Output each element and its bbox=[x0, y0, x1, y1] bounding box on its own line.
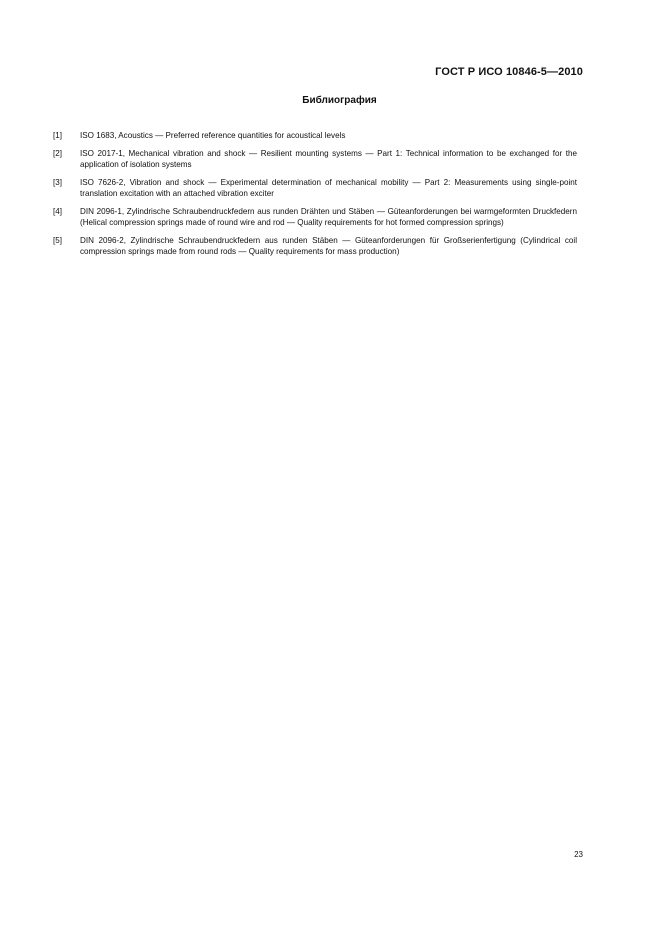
bibliography-heading: Библиография bbox=[302, 95, 377, 106]
reference-text: ISO 7626-2, Vibration and shock — Experimental determination of mechanical mobility — Part 2: Measurements using single-point translation excitation with an attached vibration exciter bbox=[80, 178, 577, 198]
reference-item bbox=[53, 177, 577, 199]
reference-item bbox=[53, 235, 577, 257]
reference-list bbox=[53, 130, 577, 264]
reference-text: DIN 2096-1, Zylindrische Schraubendruckfedern aus runden Drähten und Stäben — Güteanforderungen bei warmgeformten Druckfedern (Helical compression springs made of round wire and rod — Quality requirements for hot formed compression springs) bbox=[80, 207, 577, 227]
reference-number: [5] bbox=[53, 236, 62, 245]
reference-number: [1] bbox=[53, 131, 62, 140]
reference-text: ISO 1683, Acoustics — Preferred reference quantities for acoustical levels bbox=[80, 131, 346, 140]
page-number: 23 bbox=[574, 850, 583, 859]
reference-text: DIN 2096-2, Zylindrische Schraubendruckfedern aus runden Stäben — Güteanforderungen für Großserienfertigung (Cylindrical coil compression springs made from round rods — Quality requirements for mass production) bbox=[80, 236, 577, 256]
reference-number: [4] bbox=[53, 207, 62, 216]
reference-number: [3] bbox=[53, 178, 62, 187]
reference-item bbox=[53, 206, 577, 228]
reference-number: [2] bbox=[53, 149, 62, 158]
reference-item bbox=[53, 148, 577, 170]
reference-item bbox=[53, 130, 577, 141]
reference-text: ISO 2017-1, Mechanical vibration and shock — Resilient mounting systems — Part 1: Technical information to be exchanged for the application of isolation systems bbox=[80, 149, 577, 169]
document-code: ГОСТ Р ИСО 10846-5—2010 bbox=[435, 66, 583, 78]
